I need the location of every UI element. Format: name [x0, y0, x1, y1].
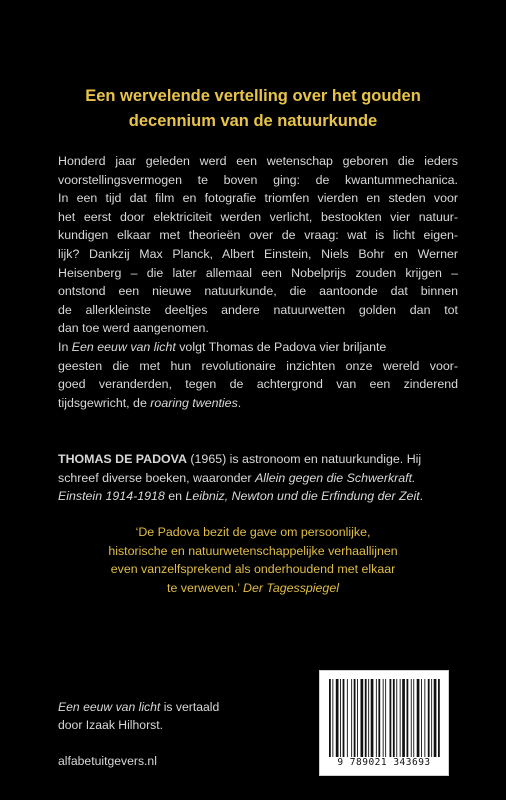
- barcode-bar: [347, 679, 348, 757]
- barcode-bar: [354, 679, 356, 757]
- blurb: [58, 152, 458, 412]
- quote-line: [40, 579, 466, 598]
- text: In: [58, 339, 72, 354]
- quote-line: even vanzelfsprekend als onderhoudend met elkaar: [110, 562, 396, 577]
- book-title: Een eeuw van licht: [71, 339, 176, 354]
- blurb-line: het eerst door elektriciteit werden verlicht, bestookten vier natuur-: [58, 209, 458, 224]
- text: schreef diverse boeken, waaronder: [58, 470, 255, 485]
- blurb-line: voorstellingsvermogen te boven ging: de kwantummechanica.: [58, 172, 458, 187]
- blurb-line: kundigen elkaar met theorieën over de vraag: wat is licht eigen-: [58, 228, 458, 243]
- barcode-bar: [332, 679, 333, 757]
- barcode: [319, 670, 449, 776]
- barcode-bar: [351, 679, 352, 757]
- barcode-bar: [383, 679, 384, 757]
- barcode-bar: [431, 679, 432, 757]
- isbn-number: 9 789021 343693: [337, 757, 431, 768]
- headline: [40, 84, 466, 134]
- headline-line-2: decennium van de natuurkunde: [128, 112, 378, 130]
- barcode-bar: [378, 679, 380, 757]
- barcode-graphic: [327, 679, 441, 757]
- text: te verweven.’: [167, 580, 243, 595]
- barcode-bar: [417, 679, 420, 757]
- barcode-bar: [421, 679, 422, 757]
- blurb-para2-line: [58, 394, 458, 413]
- era-name: roaring twenties: [150, 395, 238, 410]
- barcode-bar: [365, 679, 367, 757]
- blurb-para2-line: [58, 338, 458, 357]
- blurb-line: de allerkleinste deeltjes andere natuurwetten golden dan tot: [58, 302, 458, 317]
- barcode-bar: [411, 679, 412, 757]
- barcode-bar: [438, 679, 440, 757]
- barcode-bar: [357, 679, 358, 757]
- author-name: THOMAS DE PADOVA: [58, 452, 187, 466]
- barcode-bar: [329, 679, 331, 757]
- blurb-line: lijk? Dankzij Max Planck, Albert Einstein, Niels Bohr en Werner: [58, 246, 458, 261]
- book-title: Allein gegen die Schwerkraft.: [255, 470, 416, 485]
- publisher-website[interactable]: alfabetuitgevers.nl: [58, 754, 157, 768]
- barcode-bar: [390, 679, 392, 757]
- barcode-bar: [336, 679, 339, 757]
- barcode-bar: [434, 679, 437, 757]
- barcode-bar: [343, 679, 345, 757]
- credit-line: [58, 698, 278, 716]
- barcode-bar: [407, 679, 409, 757]
- book-title: Einstein 1914-1918: [58, 489, 165, 504]
- barcode-bar: [368, 679, 369, 757]
- quote-line: ‘De Padova bezit de gave om persoonlijke,: [135, 525, 371, 539]
- barcode-bar: [361, 679, 364, 757]
- credit-line: door Izaak Hilhorst.: [58, 718, 163, 732]
- barcode-bar: [393, 679, 395, 757]
- book-title: Leibniz, Newton und die Erfindung der Zeit: [185, 489, 420, 504]
- bio-line: [58, 450, 458, 469]
- bio-line: [58, 487, 458, 506]
- barcode-bar: [402, 679, 405, 757]
- press-quote: [40, 523, 466, 597]
- blurb-line: In een tijd dat film en fotografie triomfen vierden en steden voor: [58, 191, 458, 206]
- barcode-bar: [371, 679, 374, 757]
- blurb-para2-line: geesten die met hun revolutionaire inzichten onze wereld voor-: [58, 358, 458, 373]
- barcode-bar: [400, 679, 401, 757]
- author-bio: [58, 450, 458, 506]
- text: volgt Thomas de Padova vier briljante: [175, 339, 387, 354]
- barcode-bar: [428, 679, 430, 757]
- blurb-line: Heisenberg – die later allemaal een Nobelprijs zouden krijgen –: [58, 265, 458, 280]
- barcode-bar: [376, 679, 377, 757]
- text: .: [419, 489, 424, 504]
- blurb-para2-line: goed veranderden, tegen de achtergrond van een zinderend: [58, 377, 458, 392]
- text: tijdsgewricht, de: [58, 395, 151, 410]
- text: is vertaald: [160, 700, 220, 714]
- barcode-bar: [424, 679, 425, 757]
- headline-line-1: Een wervelende vertelling over het gouden: [85, 87, 421, 105]
- bio-line: [58, 469, 458, 488]
- quote-line: historische en natuurwetenschappelijke verhaallijnen: [108, 543, 398, 558]
- barcode-bar: [396, 679, 397, 757]
- text: (1965) is astronoom en natuurkundige. Hij: [186, 452, 422, 466]
- book-title: Een eeuw van licht: [58, 700, 161, 714]
- barcode-bars: [327, 679, 441, 757]
- blurb-line: dan toe werd aangenomen.: [58, 321, 209, 336]
- translator-credit: [58, 698, 278, 734]
- barcode-bar: [413, 679, 414, 757]
- blurb-line: ontstond een nieuwe natuurkunde, die aantoonde dat binnen: [58, 284, 458, 299]
- barcode-bar: [385, 679, 386, 757]
- blurb-line: Honderd jaar geleden werd een wetenschap geboren die ieders: [58, 154, 458, 168]
- barcode-bar: [340, 679, 341, 757]
- text: .: [237, 395, 242, 410]
- text: en: [164, 489, 186, 504]
- quote-source: Der Tagesspiegel: [243, 580, 339, 595]
